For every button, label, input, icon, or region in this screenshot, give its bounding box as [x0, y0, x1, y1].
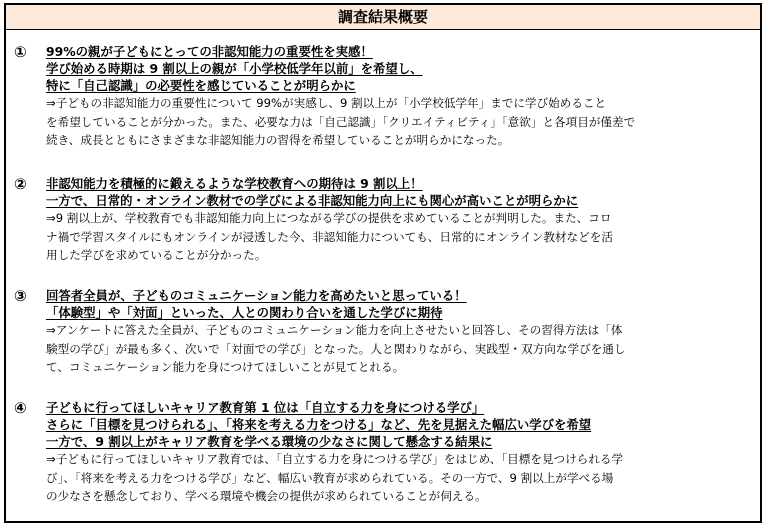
section-heading: 一方で、日常的・オンライン教材での学びによる非認知能力向上にも関心が高いことが明らかに — [46, 193, 579, 208]
section-number: ② — [14, 175, 27, 193]
summary-title: 調査結果概要 — [6, 5, 760, 30]
section-heading: 特に「自己認識」の必要性を感じていることが明らかに — [46, 78, 356, 93]
section-heading: さらに「目標を見つけられる」、「将来を考える力をつける」など、先を見据えた幅広い学びを希望 — [46, 417, 592, 432]
section-4 — [6, 399, 760, 506]
section-1 — [6, 43, 760, 150]
section-heading: 一方で、9 割以上がキャリア教育を学べる環境の少なさに関して懸念する結果に — [46, 434, 493, 449]
section-heading: 回答者全員が、子どものコミュニケーション能力を高めたいと思っている！ — [46, 288, 467, 303]
section-heading: 学び始める時期は 9 割以上の親が「小学校低学年以前」を希望し、 — [46, 61, 423, 76]
section-body: ⇒子どもに行ってほしいキャリア教育では、「自立する力を身につける学び」をはじめ、「目標を見つけられる学 び」、「将来を考える力をつける学び」など、幅広い教育が求められている。その一方で、9 割以上が学べる場 の少なさを懸念しており、学べる環境や機会の提供が求められていることが伺える。 — [46, 452, 624, 503]
section-heading: 「体験型」や「対面」といった、人との関わり合いを通した学びに期待 — [46, 305, 443, 320]
section-2 — [6, 175, 760, 265]
section-heading: 子どもに行ってほしいキャリア教育第 1 位は「自立する力を身につける学び」 — [46, 400, 485, 415]
section-3 — [6, 287, 760, 377]
section-body: ⇒子どもの非認知能力の重要性について 99%が実感し、9 割以上が「小学校低学年」までに学び始めること を希望していることが分かった。また、必要な力は「自己認識」「クリエイティビティ」「意欲」と各項目が僅差で 続き、成長とともにさまざまな非認知能力の習得を希望していることが明らかになった。 — [46, 96, 636, 147]
section-number: ① — [14, 43, 27, 61]
section-number: ③ — [14, 287, 27, 305]
section-heading: 99%の親が子どもにとっての非認知能力の重要性を実感！ — [46, 44, 373, 59]
section-body: ⇒アンケートに答えた全員が、子どものコミュニケーション能力を向上させたいと回答し、その習得方法は「体 験型の学び」が最も多く、次いで「対面での学び」となった。人と関わりながら、実践型・双方向な学びを通し て、コミュニケーション能力を身につけてほしいことが見てとれる。 — [46, 323, 626, 374]
section-number: ④ — [14, 399, 27, 417]
section-heading: 非認知能力を積極的に鍛えるような学校教育への期待は 9 割以上！ — [46, 176, 423, 191]
section-body: ⇒9 割以上が、学校教育でも非認知能力向上につながる学びの提供を求めていることが判明した。また、コロ ナ禍で学習スタイルにもオンラインが浸透した今、非認知能力についても、日常的にオンライン教材などを活 用した学びを求めていることが分かった。 — [46, 211, 613, 262]
summary-box — [4, 3, 762, 523]
